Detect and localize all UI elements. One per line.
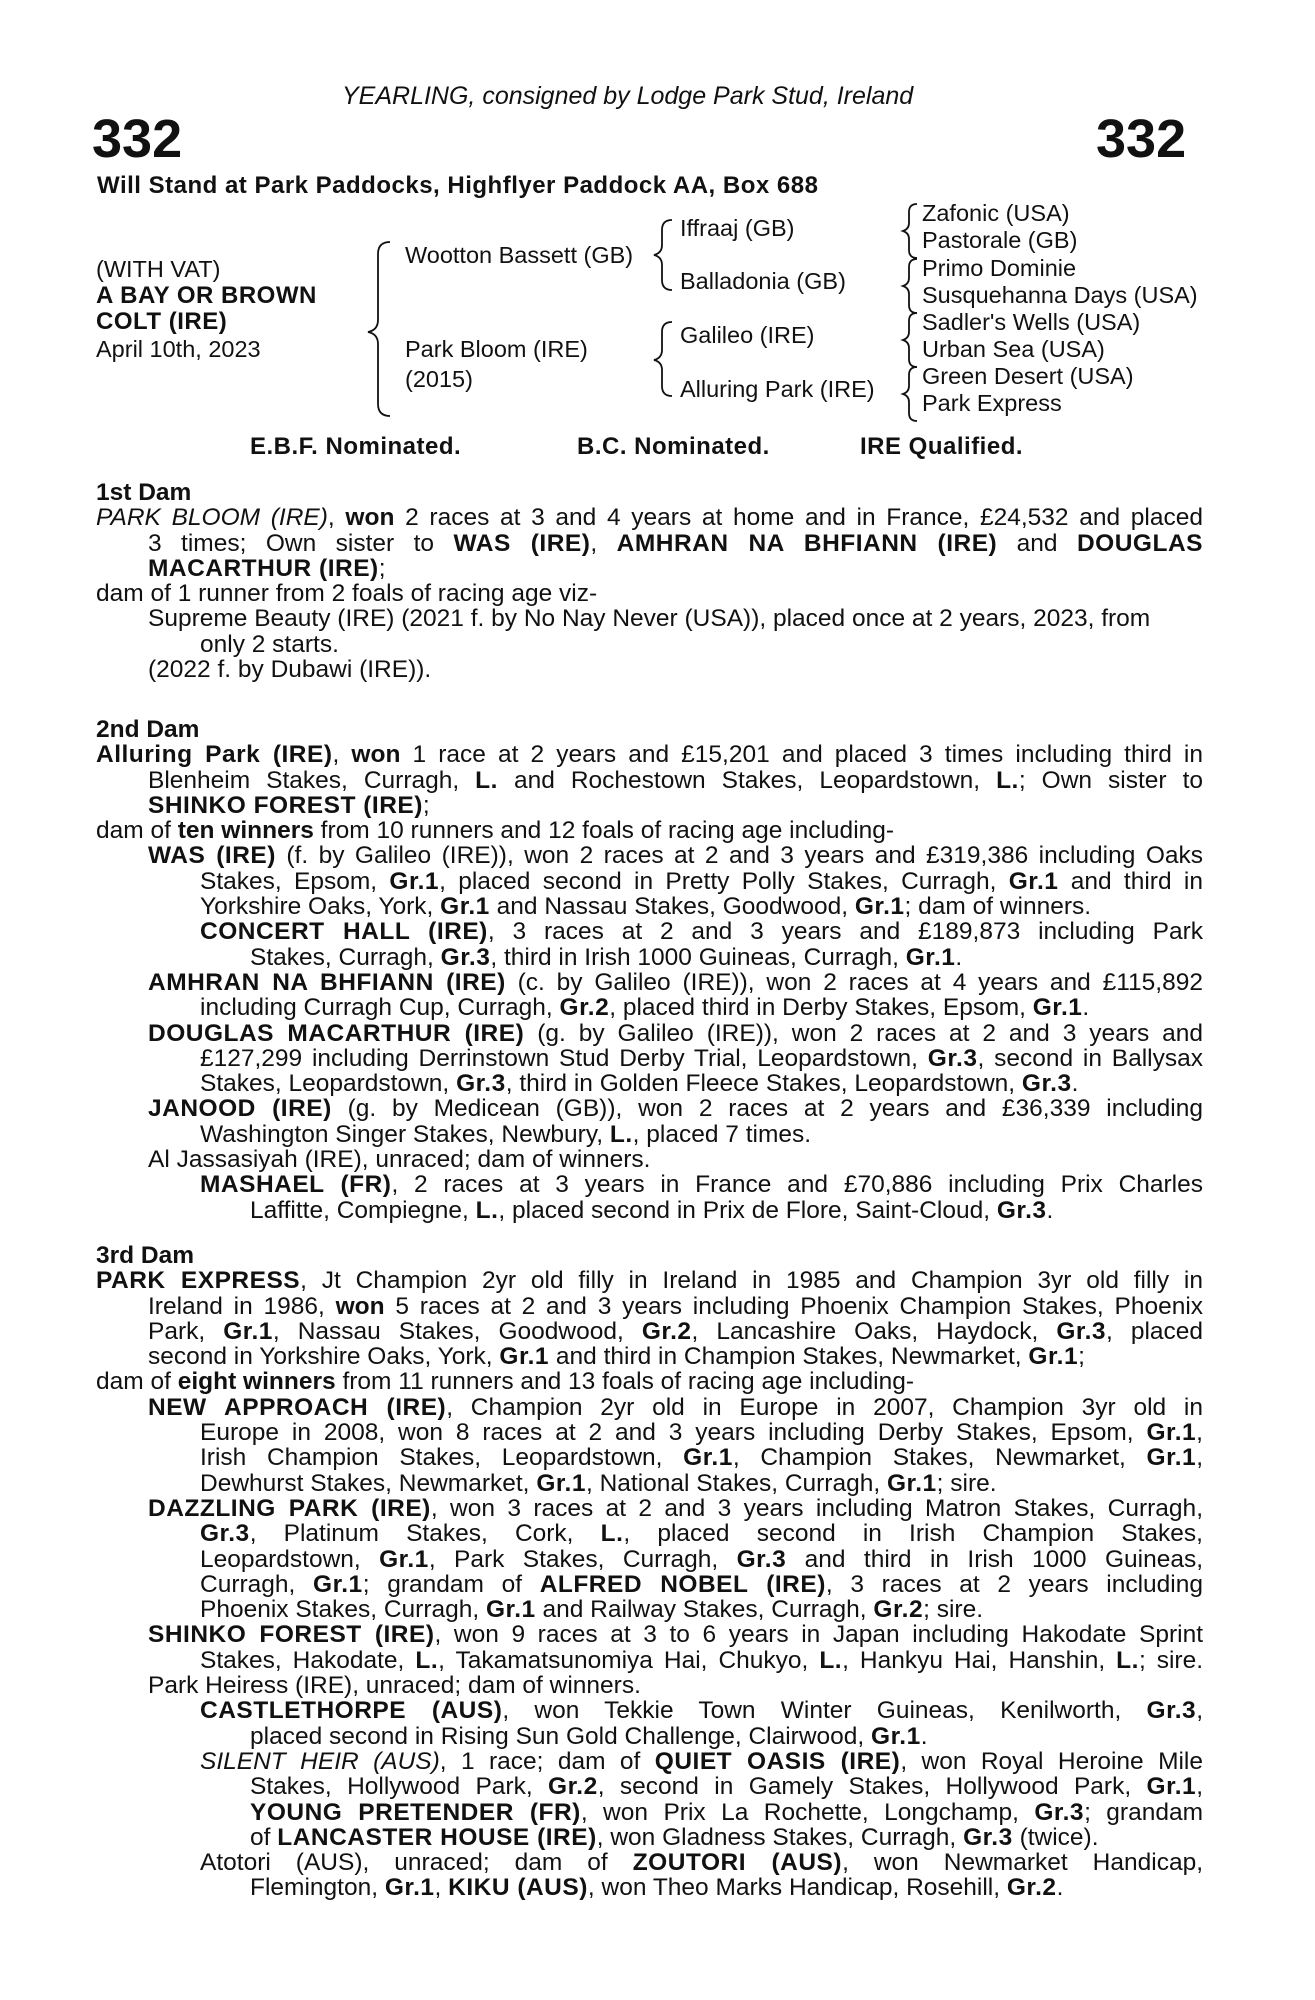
text: , Lancashire Oaks, Haydock,	[691, 1317, 1039, 1345]
text: , won Theo Marks Handicap, Rosehill,	[587, 1874, 1001, 1902]
second-dam-section	[96, 717, 1203, 1223]
grade: Gr.3	[440, 943, 491, 971]
text: , placed 7 times.	[632, 1120, 812, 1148]
ancestor-7: Green Desert (USA)	[922, 363, 1134, 389]
third-dam-line	[96, 1825, 1203, 1850]
grade: Gr.1	[440, 893, 490, 921]
second-dam-line	[96, 1172, 1203, 1197]
text: dam of	[96, 1368, 171, 1396]
third-dam-line	[96, 1294, 1203, 1319]
ancestor-3: Primo Dominie	[922, 255, 1077, 281]
horse-name: DAZZLING PARK (IRE)	[148, 1494, 431, 1522]
text: eight winners	[177, 1368, 336, 1396]
text: , placed	[1106, 1317, 1204, 1345]
text: and	[1016, 529, 1058, 557]
horse-name: DOUGLAS	[1076, 529, 1203, 557]
text: 1 race at 2 years and £15,201 and placed 3 times including third in	[412, 741, 1204, 769]
horse-name: AMHRAN NA BHFIANN (IRE)	[148, 968, 506, 996]
text: and Nassau Stakes, Goodwood,	[496, 893, 849, 921]
text: ; grandam	[1084, 1798, 1204, 1826]
third-dam-line: Europe in 2008, won 8 races at 2 and 3 years including Derby Stakes, Epsom, Gr.1,	[200, 1419, 1203, 1447]
text: , placed third in Derby Stakes, Epsom,	[609, 994, 1026, 1022]
text: second in Yorkshire Oaks, York,	[148, 1343, 493, 1371]
grade: L.	[415, 1646, 439, 1674]
third-dam-line	[96, 1648, 1203, 1673]
text: Europe in 2008, won 8 races at 2 and 3 years including Derby Stakes, Epsom,	[200, 1419, 1134, 1447]
text: ; grandam of	[362, 1570, 522, 1598]
text: Blenheim Stakes, Curragh,	[148, 766, 460, 794]
third-dam-line: Flemington, Gr.1, KIKU (AUS), won Theo Marks Handicap, Rosehill, Gr.2.	[250, 1874, 1064, 1902]
grade: Gr.1	[905, 943, 956, 971]
third-dam-line	[96, 1597, 1203, 1622]
text: 3 times; Own sister to	[148, 529, 435, 557]
horse-description-line2: COLT (IRE)	[96, 308, 228, 335]
text: (g. by Medicean (GB)), won 2 races at 2 years and £36,339 including	[347, 1095, 1203, 1123]
text: ; dam of winners.	[904, 893, 1092, 921]
horse-name: ALFRED NOBEL (IRE)	[539, 1570, 826, 1598]
bc-nominated: B.C. Nominated.	[577, 433, 770, 460]
grade: Gr.1	[1146, 1773, 1197, 1801]
third-dam-line: CASTLETHORPE (AUS), won Tekkie Town Winter Guineas, Kenilworth, Gr.3,	[200, 1697, 1204, 1725]
second-dam-line	[96, 894, 1203, 919]
text: (g. by Galileo (IRE)), won 2 races at 2 and 3 years and	[537, 1019, 1204, 1047]
first-dam-line: only 2 starts.	[200, 630, 339, 658]
vat-note: (WITH VAT)	[96, 256, 221, 282]
text: , second in Ballysax	[977, 1044, 1203, 1072]
second-dam-line: Al Jassasiyah (IRE), unraced; dam of winners.	[148, 1146, 651, 1174]
text: ten winners	[177, 817, 314, 845]
grade: Gr.1	[313, 1570, 363, 1598]
horse-name: QUIET OASIS (IRE)	[654, 1747, 901, 1775]
third-dam-line	[96, 1496, 1203, 1521]
text: ; sire.	[1138, 1646, 1204, 1674]
third-dam-line: Stakes, Hollywood Park, Gr.2, second in Gamely Stakes, Hollywood Park, Gr.1,	[250, 1773, 1204, 1801]
text: Leopardstown,	[200, 1545, 361, 1573]
text: Washington Singer Stakes, Newbury,	[200, 1120, 604, 1148]
third-dam-line	[96, 1521, 1203, 1546]
text: , won Newmarket Handicap,	[842, 1849, 1203, 1877]
third-dam-heading: 3rd Dam	[96, 1242, 195, 1269]
third-dam-line: second in Yorkshire Oaks, York, Gr.1 and third in Champion Stakes, Newmarket, Gr.1;	[148, 1343, 1085, 1371]
grade: Gr.2	[641, 1317, 692, 1345]
horse-name: LANCASTER HOUSE (IRE)	[277, 1823, 597, 1851]
text: , Jt Champion 2yr old filly in Ireland in 1985 and Champion 3yr old filly in	[300, 1267, 1203, 1295]
horse-name: ZOUTORI (AUS)	[632, 1849, 843, 1877]
text: , third in Irish 1000 Guineas, Curragh,	[490, 943, 899, 971]
second-dam-line: including Curragh Cup, Curragh, Gr.2, placed third in Derby Stakes, Epsom, Gr.1.	[200, 994, 1090, 1022]
text: , Nassau Stakes, Goodwood,	[272, 1317, 624, 1345]
lot-number-left: 332	[92, 109, 183, 169]
third-dam-section	[96, 1243, 1203, 1901]
first-dam-section	[96, 480, 1203, 682]
text: and third in	[1070, 867, 1203, 895]
grade: Gr.1	[1028, 1343, 1079, 1371]
text: (f. by Galileo (IRE)), won 2 races at 2 and 3 years and £319,386 including Oaks	[286, 842, 1204, 870]
dam-name: Park Bloom (IRE)	[405, 336, 588, 362]
first-dam-line: (2022 f. by Dubawi (IRE)).	[148, 656, 432, 684]
horse-name: NEW APPROACH (IRE)	[148, 1393, 447, 1421]
third-dam-line	[96, 1319, 1203, 1344]
text: , won Prix La Rochette, Longchamp,	[580, 1798, 1019, 1826]
text: , placed second in Irish Champion Stakes,	[623, 1520, 1203, 1548]
text: and third in Champion Stakes, Newmarket,	[555, 1343, 1022, 1371]
foaling-date: April 10th, 2023	[96, 336, 261, 362]
grade: Gr.1	[854, 893, 905, 921]
first-dam-line: MACARTHUR (IRE);	[148, 554, 386, 582]
grade: Gr.2	[548, 1773, 598, 1801]
ancestor-8: Park Express	[922, 390, 1062, 416]
second-dam-line	[96, 1096, 1203, 1121]
grade: Gr.1	[499, 1343, 550, 1371]
text: , 2 races at 3 years in France and £70,886 including Prix Charles	[391, 1171, 1203, 1199]
third-dam-line	[96, 1749, 1203, 1774]
dam-dam: Alluring Park (IRE)	[680, 376, 875, 402]
text: , second in Gamely Stakes, Hollywood Park,	[597, 1773, 1132, 1801]
third-dam-line: Irish Champion Stakes, Leopardstown, Gr.1, Champion Stakes, Newmarket, Gr.1,	[200, 1444, 1204, 1472]
ebf-nominated: E.B.F. Nominated.	[250, 433, 462, 460]
text: Dewhurst Stakes, Newmarket,	[200, 1469, 530, 1497]
horse-name: CONCERT HALL (IRE)	[200, 918, 488, 946]
first-dam-line: PARK BLOOM (IRE), won 2 races at 3 and 4 years at home and in France, £24,532 and placed	[96, 504, 1203, 532]
third-dam-line: Park Heiress (IRE), unraced; dam of winners.	[148, 1672, 641, 1700]
horse-name: JANOOD (IRE)	[148, 1095, 332, 1123]
text: of	[250, 1823, 271, 1851]
text: Stakes, Hakodate,	[200, 1646, 405, 1674]
text: dam of	[96, 817, 171, 845]
lot-number-right: 332	[1096, 109, 1187, 169]
text: Stakes, Curragh,	[250, 943, 434, 971]
sire-name: Wootton Bassett (GB)	[405, 242, 634, 268]
grade: Gr.3	[1034, 1798, 1085, 1826]
second-dam-line	[96, 919, 1203, 944]
horse-name: KIKU (AUS)	[448, 1874, 588, 1902]
text: placed second in Rising Sun Gold Challenge, Clairwood,	[250, 1722, 865, 1750]
grade: Gr.3	[736, 1545, 787, 1573]
text: 5 races at 2 and 3 years including Phoenix Champion Stakes, Phoenix	[395, 1292, 1204, 1320]
text: , placed second in Prix de Flore, Saint-Cloud,	[498, 1196, 991, 1224]
text: Laffitte, Compiegne,	[250, 1196, 469, 1224]
text: Ireland in 1986,	[148, 1292, 325, 1320]
grade: Gr.2	[1006, 1874, 1057, 1902]
grade: Gr.3	[200, 1520, 250, 1548]
sire-dam: Balladonia (GB)	[680, 268, 846, 294]
horse-name: MACARTHUR (IRE)	[148, 554, 379, 582]
text: , Champion Stakes, Newmarket,	[732, 1444, 1126, 1472]
horse-name: Alluring Park (IRE)	[96, 741, 333, 769]
text: Yorkshire Oaks, York,	[200, 893, 434, 921]
second-dam-line: Laffitte, Compiegne, L., placed second in Prix de Flore, Saint-Cloud, Gr.3.	[250, 1196, 1054, 1224]
text: (c. by Galileo (IRE)), won 2 races at 4 years and £115,892	[517, 968, 1203, 996]
grade: Gr.2	[873, 1596, 924, 1624]
text: Park,	[148, 1317, 206, 1345]
text: Stakes, Leopardstown,	[200, 1070, 450, 1098]
horse-name: SHINKO FOREST (IRE)	[148, 791, 423, 819]
text: , Takamatsunomiya Hai, Chukyo,	[438, 1646, 809, 1674]
horse-name: DOUGLAS MACARTHUR (IRE)	[148, 1019, 525, 1047]
first-dam-heading: 1st Dam	[96, 479, 192, 506]
horse-name: SILENT HEIR (AUS)	[200, 1747, 440, 1775]
horse-name: PARK EXPRESS	[96, 1267, 301, 1295]
horse-name: WAS (IRE)	[453, 529, 591, 557]
ancestor-2: Pastorale (GB)	[922, 227, 1078, 253]
text: Stakes, Hollywood Park,	[250, 1773, 533, 1801]
text: Stakes, Epsom,	[200, 867, 378, 895]
text: from 10 runners and 12 foals of racing age including-	[320, 817, 895, 845]
horse-name: WAS (IRE)	[148, 842, 276, 870]
text: 2 races at 3 and 4 years at home and in France, £24,532 and placed	[405, 504, 1203, 532]
second-dam-line: Alluring Park (IRE), won 1 race at 2 years and £15,201 and placed 3 times including third in	[96, 741, 1204, 769]
text: Phoenix Stakes, Curragh,	[200, 1596, 480, 1624]
second-dam-line	[96, 1021, 1203, 1046]
ancestor-4: Susquehanna Days (USA)	[922, 282, 1198, 308]
text: Curragh,	[200, 1570, 296, 1598]
text: , 3 races at 2 and 3 years and £189,873 including Park	[487, 918, 1203, 946]
horse-description-line1: A BAY OR BROWN	[96, 282, 317, 309]
horse-name: MASHAEL (FR)	[200, 1171, 392, 1199]
third-dam-line	[96, 1572, 1203, 1597]
grade: L.	[475, 766, 498, 794]
text: , National Stakes, Curragh,	[586, 1469, 881, 1497]
first-dam-line: dam of 1 runner from 2 foals of racing age viz-	[96, 580, 598, 608]
text: , Champion 2yr old in Europe in 2007, Champion 3yr old in	[446, 1393, 1203, 1421]
won-text: won	[351, 741, 401, 769]
text: (twice).	[1019, 1823, 1099, 1851]
grade: Gr.1	[886, 1469, 937, 1497]
grade: Gr.3	[927, 1044, 978, 1072]
grade: L.	[1116, 1646, 1139, 1674]
grade: Gr.1	[683, 1444, 733, 1472]
grade: Gr.1	[223, 1317, 273, 1345]
dam-foaling-year: (2015)	[405, 366, 473, 392]
text: , Platinum Stakes, Cork,	[249, 1520, 574, 1548]
second-dam-line	[96, 768, 1203, 793]
text: , Park Stakes, Curragh,	[428, 1545, 719, 1573]
text: , Hankyu Hai, Hanshin,	[842, 1646, 1106, 1674]
text: , 3 races at 2 years including	[825, 1570, 1203, 1598]
text: , won 9 races at 3 to 6 years in Japan including Hakodate Sprint	[434, 1621, 1204, 1649]
grade: Gr.1	[1146, 1444, 1197, 1472]
second-dam-line	[96, 970, 1203, 995]
won-text: won	[335, 1292, 385, 1320]
dam-sire: Galileo (IRE)	[680, 322, 815, 348]
text: ; Own sister to	[1018, 766, 1203, 794]
grade: Gr.3	[1056, 1317, 1107, 1345]
text: Irish Champion Stakes, Leopardstown,	[200, 1444, 663, 1472]
text: and third in Irish 1000 Guineas,	[804, 1545, 1203, 1573]
third-dam-line	[96, 1395, 1203, 1420]
grade: Gr.1	[871, 1722, 921, 1750]
text: from 11 runners and 13 foals of racing age including-	[342, 1368, 915, 1396]
grade: L.	[819, 1646, 843, 1674]
text: and Rochestown Stakes, Leopardstown,	[513, 766, 981, 794]
text: including Curragh Cup, Curragh,	[200, 994, 553, 1022]
third-dam-line	[96, 1471, 1203, 1496]
third-dam-line	[96, 1800, 1203, 1825]
second-dam-line: Stakes, Leopardstown, Gr.3, third in Golden Fleece Stakes, Leopardstown, Gr.3.	[200, 1070, 1079, 1098]
grade: L.	[600, 1520, 624, 1548]
grade: Gr.3	[1146, 1697, 1197, 1725]
text: £127,299 including Derrinstown Stud Derby Trial, Leopardstown,	[200, 1044, 918, 1072]
first-dam-line: Supreme Beauty (IRE) (2021 f. by No Nay Never (USA)), placed once at 2 years, 2023, from	[148, 605, 1151, 633]
grade: Gr.3	[996, 1196, 1047, 1224]
grade: L.	[996, 766, 1019, 794]
third-dam-line	[96, 1547, 1203, 1572]
horse-name: SHINKO FOREST (IRE)	[148, 1621, 435, 1649]
ire-qualified: IRE Qualified.	[860, 433, 1024, 460]
grade: Gr.3	[456, 1070, 506, 1098]
text: , won Gladness Stakes, Curragh,	[596, 1823, 957, 1851]
grade: Gr.1	[1008, 867, 1059, 895]
text: Flemington,	[250, 1874, 379, 1902]
text: ,	[434, 1874, 442, 1902]
first-dam-line: 3 times; Own sister to WAS (IRE), AMHRAN NA BHFIANN (IRE) and DOUGLAS	[148, 529, 1203, 557]
third-dam-line	[96, 1369, 1203, 1394]
grade: L.	[475, 1196, 499, 1224]
text: ; sire.	[923, 1596, 984, 1624]
horse-name: AMHRAN NA BHFIANN (IRE)	[616, 529, 998, 557]
grade: L.	[609, 1120, 633, 1148]
second-dam-line	[96, 1122, 1203, 1147]
text: ; sire.	[936, 1469, 997, 1497]
grade: Gr.1	[379, 1545, 429, 1573]
second-dam-line	[96, 843, 1203, 868]
grade: Gr.1	[389, 867, 440, 895]
text: , won 3 races at 2 and 3 years including Matron Stakes, Curragh,	[430, 1494, 1203, 1522]
sire-sire: Iffraaj (GB)	[680, 215, 795, 241]
ancestor-6: Urban Sea (USA)	[922, 336, 1105, 362]
third-dam-line	[96, 1268, 1203, 1293]
third-dam-line	[96, 1622, 1203, 1647]
horse-name: CASTLETHORPE (AUS)	[200, 1697, 503, 1725]
dam-name-text: PARK BLOOM (IRE)	[96, 504, 328, 532]
stand-location: Will Stand at Park Paddocks, Highflyer Paddock AA, Box 688	[97, 172, 819, 199]
text: , won Royal Heroine Mile	[900, 1747, 1203, 1775]
third-dam-line: placed second in Rising Sun Gold Challenge, Clairwood, Gr.1.	[250, 1722, 928, 1750]
text: , third in Golden Fleece Stakes, Leopardstown,	[505, 1070, 1016, 1098]
text: , placed second in Pretty Polly Stakes, Curragh,	[439, 867, 997, 895]
second-dam-line: SHINKO FOREST (IRE);	[148, 791, 430, 819]
second-dam-line: Stakes, Curragh, Gr.3, third in Irish 1000 Guineas, Curragh, Gr.1.	[250, 943, 963, 971]
second-dam-line	[96, 869, 1203, 894]
second-dam-line	[96, 818, 1203, 843]
grade: Gr.2	[559, 994, 610, 1022]
grade: Gr.1	[536, 1469, 586, 1497]
second-dam-heading: 2nd Dam	[96, 716, 200, 743]
grade: Gr.1	[384, 1874, 435, 1902]
won-text: won	[345, 504, 395, 532]
consignment-line: YEARLING, consigned by Lodge Park Stud, Ireland	[342, 82, 914, 110]
text: , won Tekkie Town Winter Guineas, Kenilworth,	[502, 1697, 1122, 1725]
horse-name: YOUNG PRETENDER (FR)	[250, 1798, 581, 1826]
grade: Gr.1	[486, 1596, 536, 1624]
ancestor-1: Zafonic (USA)	[922, 200, 1070, 226]
ancestor-5: Sadler's Wells (USA)	[922, 309, 1141, 335]
text: , 1 race; dam of	[439, 1747, 641, 1775]
grade: Gr.3	[1021, 1070, 1072, 1098]
third-dam-line	[96, 1850, 1203, 1875]
second-dam-line	[96, 1046, 1203, 1071]
grade: Gr.1	[1146, 1419, 1197, 1447]
text: and Railway Stakes, Curragh,	[542, 1596, 867, 1624]
grade: Gr.3	[963, 1823, 1013, 1851]
text: Atotori (AUS), unraced; dam of	[200, 1849, 608, 1877]
grade: Gr.1	[1032, 994, 1083, 1022]
